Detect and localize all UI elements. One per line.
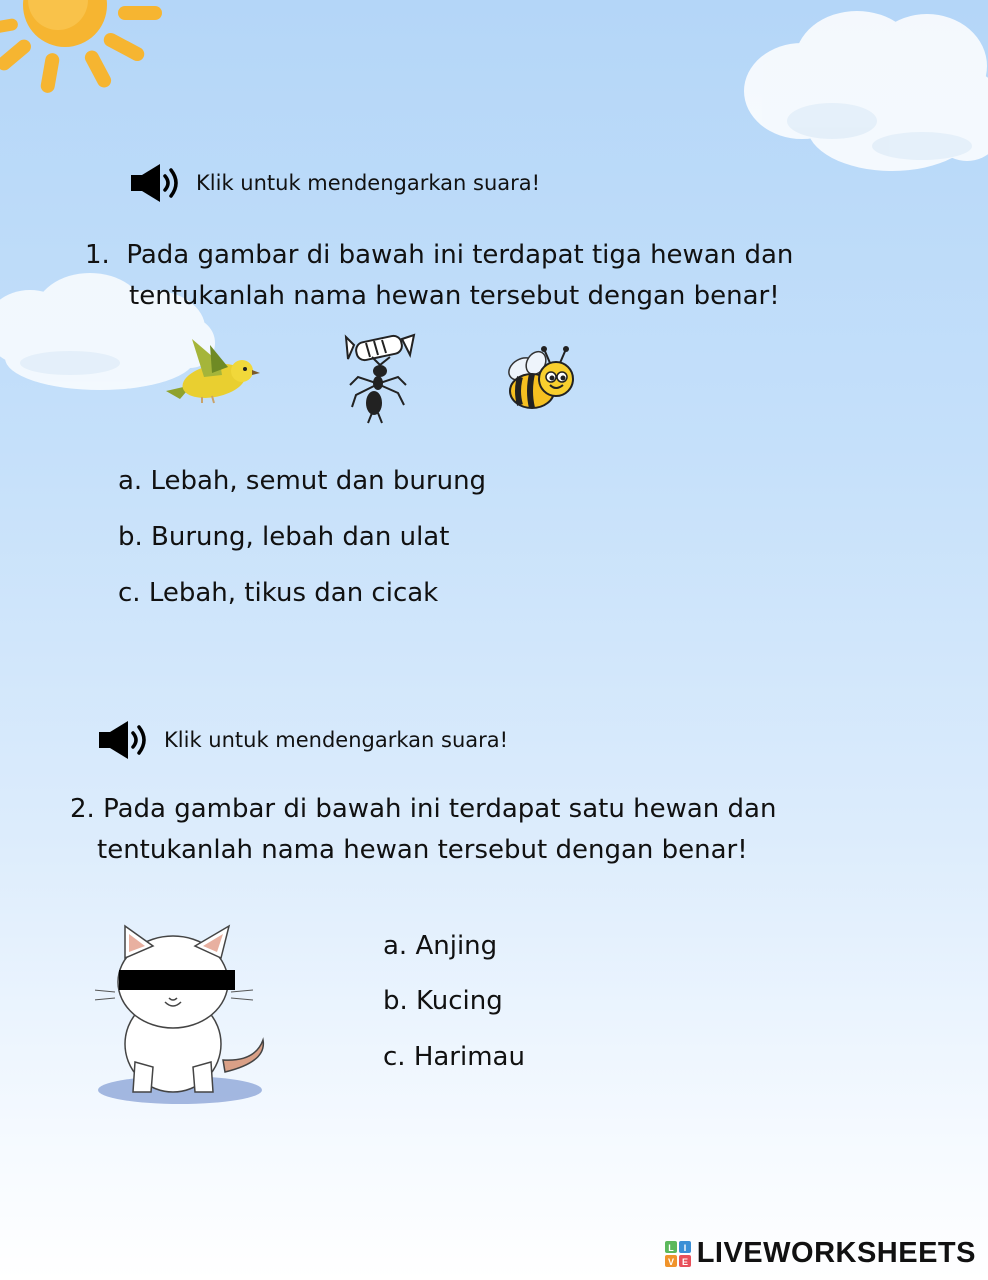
cloud-icon — [742, 6, 988, 181]
liveworksheets-badge-icon — [665, 1241, 691, 1267]
question-1-line-2: tentukanlah nama hewan tersebut dengan benar! — [129, 281, 780, 311]
question-2-line-2: tentukanlah nama hewan tersebut dengan benar! — [97, 835, 748, 865]
audio-button-2[interactable] — [98, 720, 508, 760]
speaker-icon[interactable] — [130, 163, 182, 203]
liveworksheets-logo[interactable] — [665, 1237, 976, 1270]
q1-option-b[interactable]: b. Burung, lebah dan ulat — [118, 522, 450, 552]
liveworksheets-brand-text: LIVEWORKSHEETS — [696, 1237, 976, 1269]
svg-text:V: V — [667, 1256, 674, 1267]
bird-icon — [162, 333, 262, 411]
q2-option-b[interactable]: b. Kucing — [383, 986, 503, 1016]
audio-button-1[interactable] — [130, 163, 540, 203]
question-1-text — [85, 235, 805, 317]
svg-text:E: E — [681, 1256, 688, 1267]
svg-text:I: I — [683, 1242, 686, 1253]
speaker-icon[interactable] — [98, 720, 150, 760]
cat-icon — [95, 922, 270, 1107]
question-2-line-1: 2. Pada gambar di bawah ini terdapat satu hewan dan — [70, 794, 777, 824]
svg-text:L: L — [667, 1242, 674, 1253]
question-2-text — [70, 789, 810, 871]
q1-option-c[interactable]: c. Lebah, tikus dan cicak — [118, 578, 439, 608]
ant-icon — [340, 333, 420, 425]
q2-option-a[interactable]: a. Anjing — [383, 931, 498, 961]
audio-label-2: Klik untuk mendengarkan suara! — [164, 728, 509, 752]
q1-option-a[interactable]: a. Lebah, semut dan burung — [118, 466, 487, 496]
sun-icon — [0, 0, 170, 110]
audio-label-1: Klik untuk mendengarkan suara! — [196, 171, 541, 195]
question-1-line-1: 1. Pada gambar di bawah ini terdapat tiga hewan dan — [85, 240, 794, 270]
q2-option-c[interactable]: c. Harimau — [383, 1042, 525, 1072]
bee-icon — [500, 345, 580, 415]
